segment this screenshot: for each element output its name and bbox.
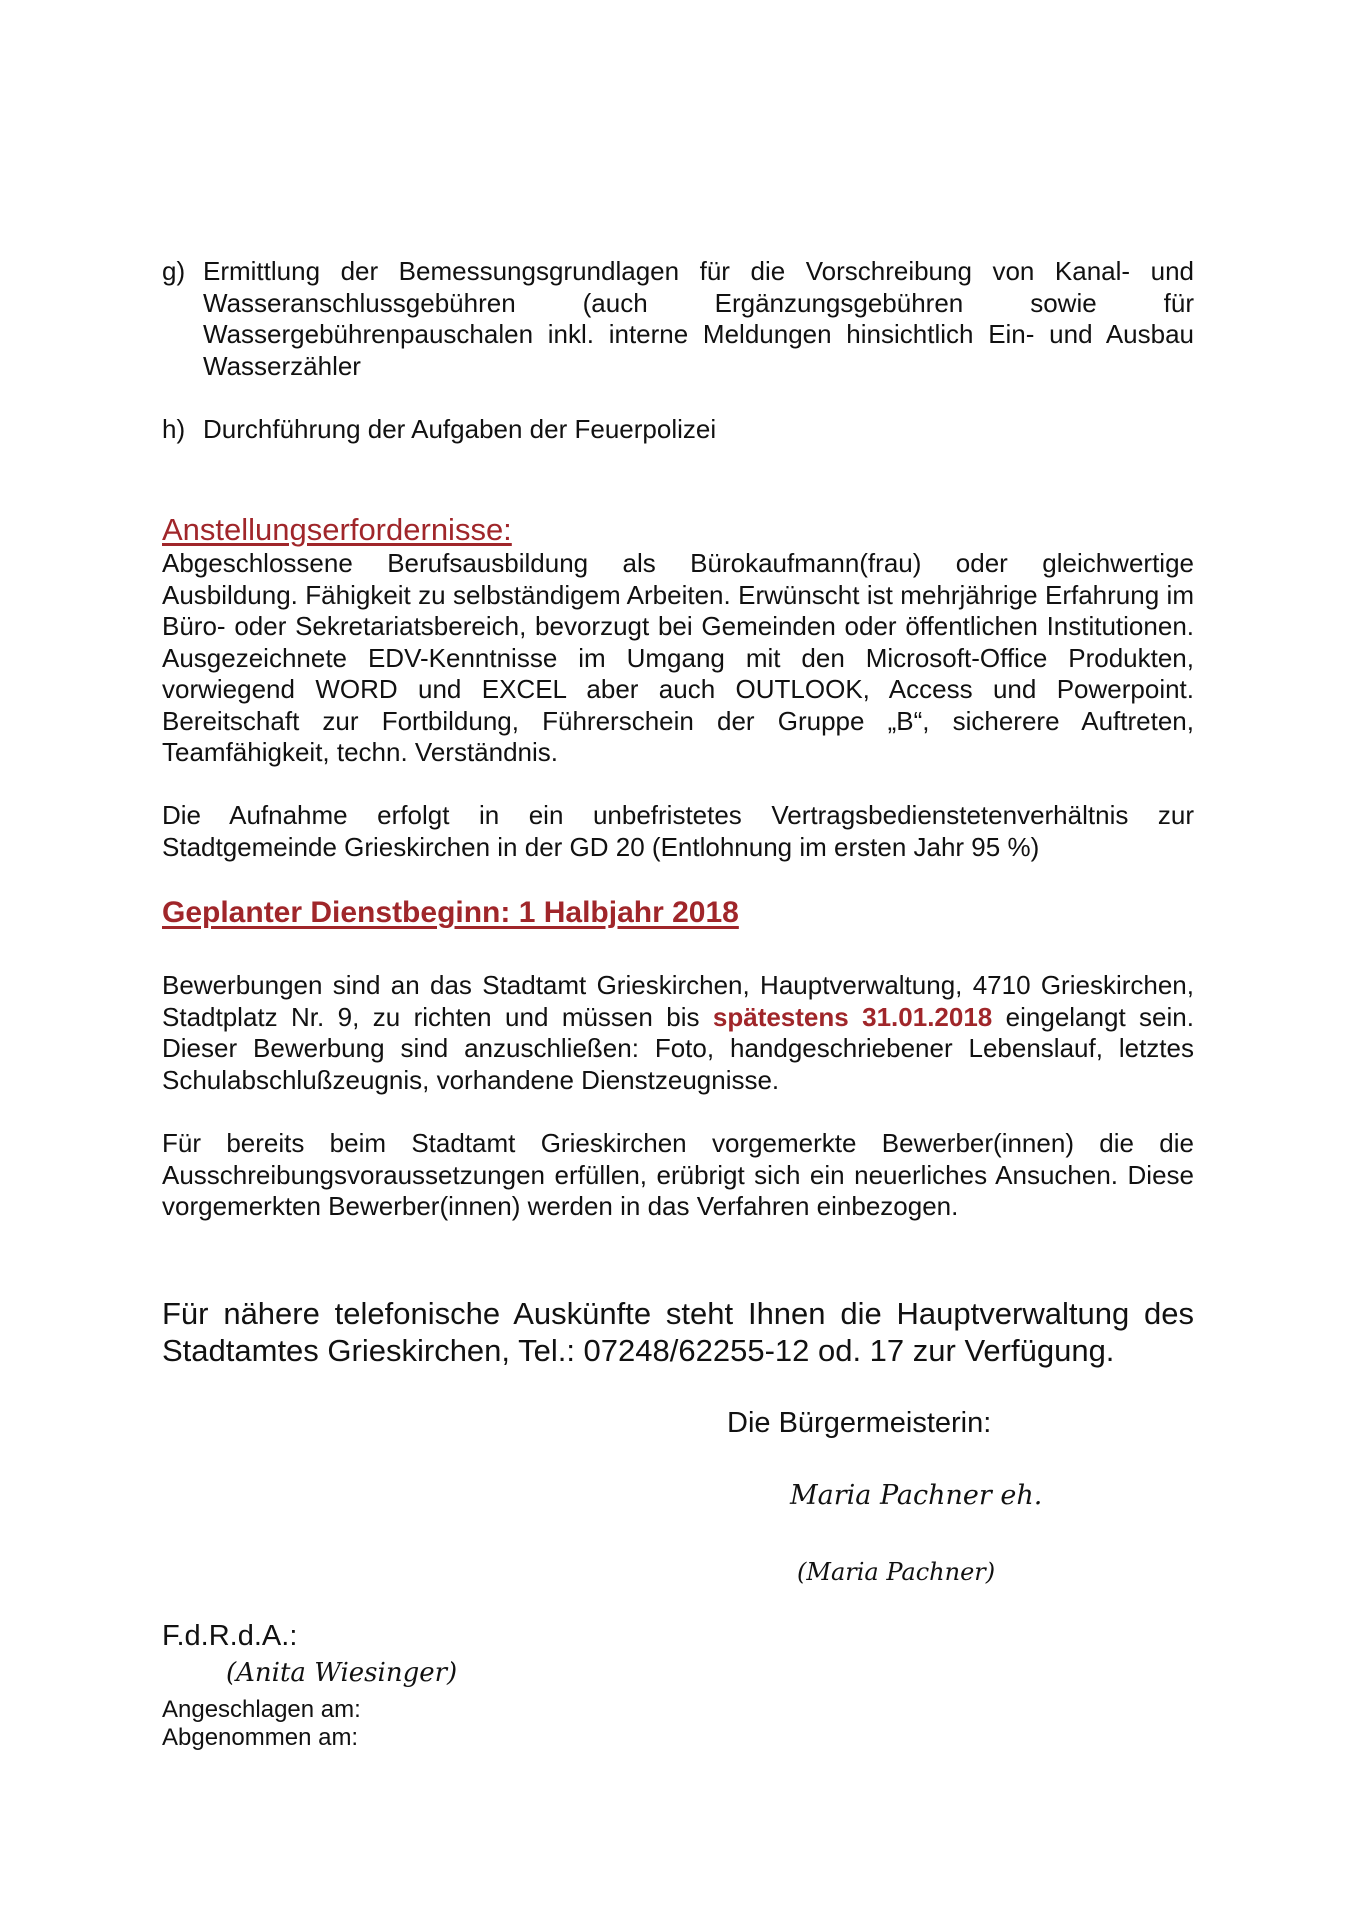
list-marker: h) bbox=[162, 414, 186, 444]
signature-title: Die Bürgermeisterin: bbox=[727, 1407, 992, 1439]
application-text-after: eingelangt sein. Dieser Bewerbung sind anzuschließen: Foto, handgeschriebener Lebenslauf, letztes Schulabschlußzeugnis, vorhandene Dienstzeugnisse. bbox=[162, 1001, 1194, 1095]
list-marker: g) bbox=[162, 256, 186, 286]
signature-signed: Maria Pachner eh. bbox=[790, 1480, 1043, 1511]
signature-name: (Maria Pachner) bbox=[797, 1558, 996, 1586]
application-text-before: Bewerbungen sind an das Stadtamt Grieskirchen, Hauptverwaltung, 4710 Grieskirchen, Stadtplatz Nr. 9, zu richten und müssen bis bbox=[162, 970, 1194, 1032]
requirements-text: Abgeschlossene Berufsausbildung als Bürokaufmann(frau) oder gleichwertige Ausbildung. Fähigkeit zu selbständigem Arbeiten. Erwünscht ist mehrjährige Erfahrung im Büro- oder Sekretariatsbereich, bevorzugt bei Gemeinden oder öffentlichen Institutionen. Ausgezeichnete EDV-Kenntnisse im Umgang mit den Microsoft-Office Produkten, vorwiegend WORD und EXCEL aber auch OUTLOOK, Access und Powerpoint. Bereitschaft zur Fortbildung, Führerschein der Gruppe „B“, sicherere Auftreten, Teamfähigkeit, techn. Verständnis. bbox=[162, 548, 1194, 767]
list-text: Ermittlung der Bemessungsgrundlagen für die Vorschreibung von Kanal- und Wasseranschlussgebühren (auch Ergänzungsgebühren sowie für Wassergebührenpauschalen inkl. interne Meldungen hinsichtlich Ein- und Ausbau Wasserzähler bbox=[203, 256, 1194, 381]
clerk-name: (Anita Wiesinger) bbox=[226, 1658, 458, 1688]
list-item-g bbox=[162, 256, 1194, 382]
contact-text: Für nähere telefonische Auskünfte steht Ihnen die Hauptverwaltung des Stadtamtes Grieskirchen, Tel.: 07248/62255-12 od. 17 zur Verfügung. bbox=[162, 1296, 1194, 1368]
requirements-heading: Anstellungserfordernisse: bbox=[162, 512, 512, 547]
employment-text: Die Aufnahme erfolgt in ein unbefristetes Vertragsbedienstetenverhältnis zur Stadtgemeinde Grieskirchen in der GD 20 (Entlohnung im ersten Jahr 95 %) bbox=[162, 800, 1194, 862]
prior-applicants-text: Für bereits beim Stadtamt Grieskirchen vorgemerkte Bewerber(innen) die die Ausschreibungsvoraussetzungen erfüllen, erübrigt sich ein neuerliches Ansuchen. Diese vorgemerkten Bewerber(innen) werden in das Verfahren einbezogen. bbox=[162, 1128, 1194, 1221]
start-heading: Geplanter Dienstbeginn: 1 Halbjahr 2018 bbox=[162, 896, 739, 929]
application-text bbox=[162, 970, 1194, 1096]
list-text: Durchführung der Aufgaben der Feuerpolizei bbox=[203, 414, 717, 444]
application-deadline: spätestens 31.01.2018 bbox=[712, 1001, 993, 1032]
removed-label: Abgenommen am: bbox=[162, 1724, 359, 1751]
posted-label: Angeschlagen am: bbox=[162, 1696, 361, 1723]
list-item-h bbox=[162, 414, 1194, 446]
fdrda-label: F.d.R.d.A.: bbox=[162, 1620, 298, 1652]
